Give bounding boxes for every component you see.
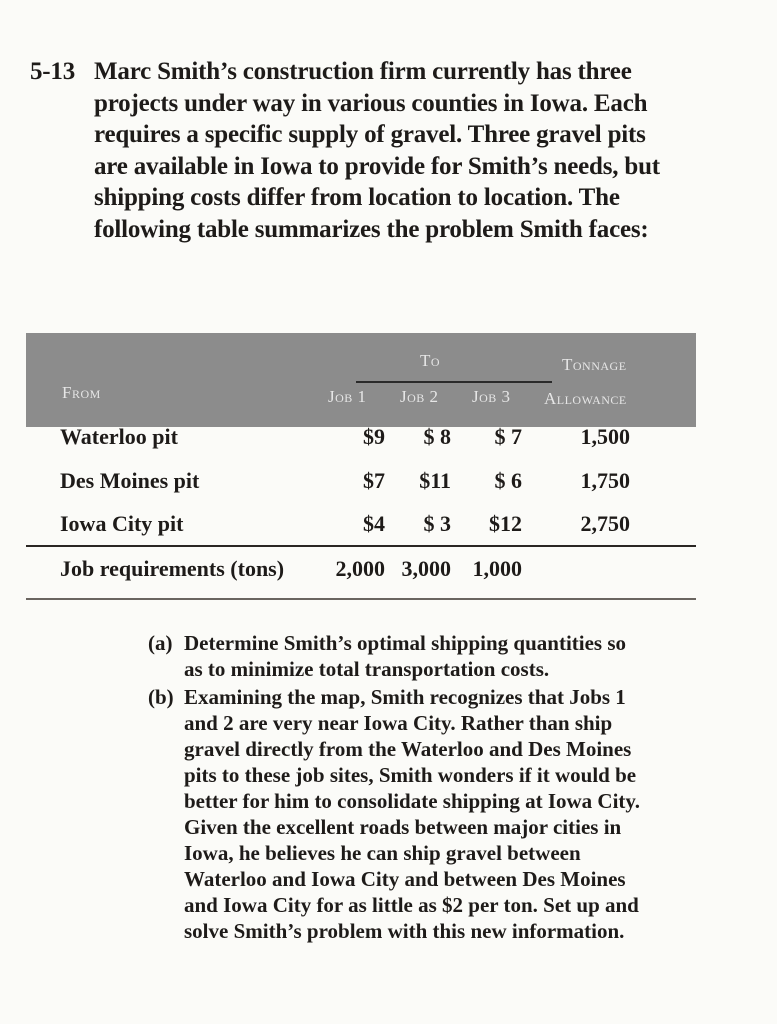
part-line: pits to these job sites, Smith wonders if it would be — [184, 763, 637, 787]
problem-line: Marc Smith’s construction firm currently has three — [94, 58, 632, 85]
part-b — [148, 684, 708, 944]
cell-allowance: 1,500 — [580, 424, 630, 449]
problem-line: are available in Iowa to provide for Smith’s needs, but — [94, 152, 660, 180]
problem-line: projects under way in various counties in Iowa. Each — [94, 89, 648, 117]
cell-allowance: 2,750 — [580, 511, 630, 536]
header-job-1: Job 1 — [328, 387, 367, 406]
part-line: Given the excellent roads between major cities in — [184, 815, 622, 839]
req-job-2: 3,000 — [401, 556, 451, 581]
part-line: solve Smith’s problem with this new information. — [184, 919, 625, 943]
table-row — [60, 511, 700, 545]
cut-off-heading-fragment — [98, 36, 288, 44]
cell-job-1: $4 — [363, 511, 385, 536]
table-bottom-rule — [26, 598, 696, 600]
cell-job-1: $7 — [363, 468, 385, 493]
header-allowance: Allowance — [544, 389, 627, 408]
part-line: gravel directly from the Waterloo and Des Moines — [184, 737, 632, 761]
part-line: as to minimize total transportation costs. — [184, 657, 550, 681]
header-job-3: Job 3 — [472, 387, 511, 406]
header-job-2: Job 2 — [400, 387, 439, 406]
cell-job-2: $ 8 — [423, 424, 451, 449]
row-label: Iowa City pit — [60, 511, 184, 536]
table-row — [60, 424, 700, 458]
part-marker: (b) — [148, 685, 174, 709]
part-a — [148, 630, 708, 682]
cell-job-1: $9 — [363, 424, 385, 449]
cell-allowance: 1,750 — [580, 468, 630, 493]
header-from: From — [62, 383, 101, 402]
requirements-label: Job requirements (tons) — [60, 556, 285, 581]
part-marker: (a) — [148, 631, 173, 655]
header-to: To — [420, 351, 441, 370]
row-label: Waterloo pit — [60, 424, 178, 449]
part-line: Examining the map, Smith recognizes that Jobs 1 — [184, 685, 626, 709]
requirements-row — [60, 556, 700, 590]
part-line: Iowa, he believes he can ship gravel between — [184, 841, 581, 865]
table-divider — [26, 545, 696, 547]
row-label: Des Moines pit — [60, 468, 200, 493]
problem-text — [94, 56, 704, 245]
problem-line: requires a specific supply of gravel. Three gravel pits — [94, 121, 646, 148]
header-tonnage: Tonnage — [562, 355, 627, 374]
part-line: better for him to consolidate shipping at Iowa City. — [184, 789, 640, 813]
req-job-1: 2,000 — [335, 556, 385, 581]
cell-job-2: $11 — [419, 468, 451, 493]
problem-line: following table summarizes the problem Smith faces: — [94, 215, 649, 243]
cell-job-3: $12 — [489, 511, 522, 536]
table-header — [26, 333, 696, 427]
cell-job-3: $ 6 — [494, 468, 522, 493]
problem-line: shipping costs differ from location to location. The — [94, 184, 620, 211]
problem-parts — [148, 630, 708, 946]
part-line: Determine Smith’s optimal shipping quantities so — [184, 631, 627, 655]
problem-number: 5-13 — [30, 58, 76, 85]
req-job-3: 1,000 — [472, 556, 522, 581]
part-line: Waterloo and Iowa City and between Des Moines — [184, 867, 626, 891]
table-row — [60, 468, 700, 502]
header-to-rule — [356, 381, 552, 383]
cell-job-3: $ 7 — [494, 424, 522, 449]
part-line: and 2 are very near Iowa City. Rather than ship — [184, 711, 613, 735]
part-line: and Iowa City for as little as $2 per ton. Set up and — [184, 893, 639, 917]
cell-job-2: $ 3 — [423, 511, 451, 536]
